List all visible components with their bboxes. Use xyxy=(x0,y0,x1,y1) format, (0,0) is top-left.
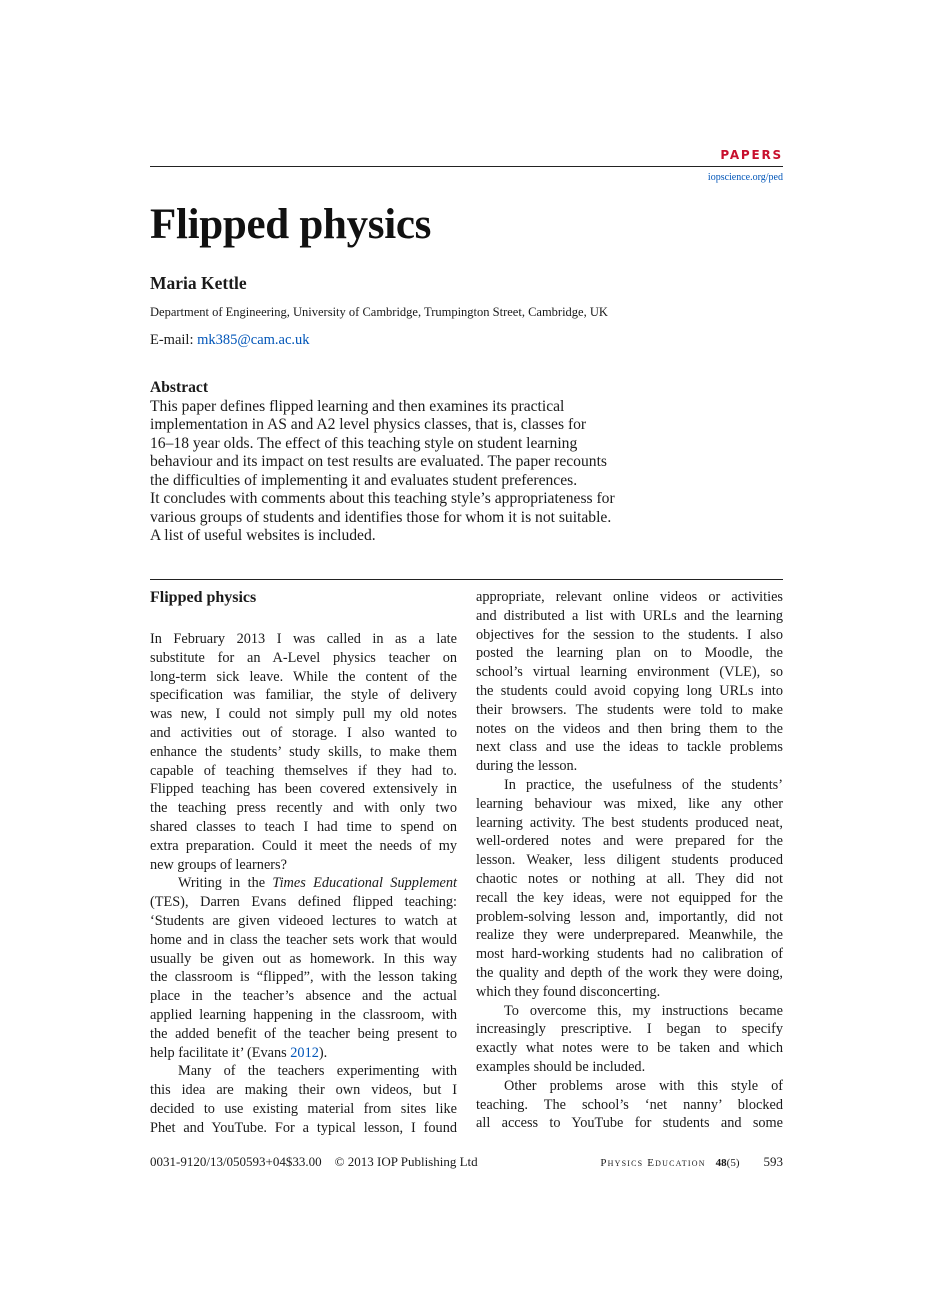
body-line: enhance the students’ study skills, to make them xyxy=(150,743,457,760)
body-line: appropriate, relevant online videos or activities xyxy=(476,589,783,605)
body-line: the added benefit of the teacher being present to xyxy=(150,1025,457,1042)
body-line: realize they were underprepared. Meanwhile, the xyxy=(476,927,783,944)
body-line: lesson. Weaker, less diligent students produced xyxy=(476,852,783,869)
header-rule xyxy=(150,166,783,167)
body-line: and distributed a list with URLs and the learning xyxy=(476,607,783,624)
body-line: and activities out of storage. I also wanted to xyxy=(150,724,457,741)
journal-name: Physics Education xyxy=(600,1157,706,1169)
body-line: ‘Students are given videoed lectures to watch at xyxy=(150,912,457,929)
abstract-line: It concludes with comments about this teaching style’s appropriateness for xyxy=(150,490,615,507)
body-line: Phet and YouTube. For a typical lesson, I found xyxy=(150,1119,457,1136)
body-line: applied learning happening in the classroom, with xyxy=(150,1006,457,1023)
body-line: usually be given out as homework. In this way xyxy=(150,950,457,967)
abstract-heading: Abstract xyxy=(150,379,209,396)
abstract-line: 16–18 year olds. The effect of this teaching style on student learning xyxy=(150,434,578,452)
body-line: problem-solving lesson and, importantly, did not xyxy=(476,908,783,925)
body-line: exactly what notes were to be taken and which xyxy=(476,1040,783,1057)
journal-issue: (5) xyxy=(726,1157,740,1169)
abstract-line: A list of useful websites is included. xyxy=(150,527,376,544)
abstract xyxy=(150,379,670,546)
body-line: Many of the teachers experimenting with xyxy=(178,1063,457,1080)
article-code: 0031-9120/13/050593+04$33.00 xyxy=(150,1154,322,1169)
body-line: the students could avoid copying long URLs into xyxy=(476,682,783,699)
body-line: was new, I could not simply pull my old notes xyxy=(150,706,457,723)
email-link[interactable]: mk385@cam.ac.uk xyxy=(197,332,310,348)
body-line: well-ordered notes and were prepared for the xyxy=(476,833,783,850)
body-text: Writing in the xyxy=(178,875,273,892)
author-affiliation: Department of Engineering, University of Cambridge, Trumpington Street, Cambridge, UK xyxy=(150,305,608,319)
body-line: objectives for the session to the students. I also xyxy=(476,626,783,643)
abstract-line: implementation in AS and A2 level physics classes, that is, classes for xyxy=(150,416,587,433)
section-label: PAPERS xyxy=(720,148,783,162)
body-line: extra preparation. Could it meet the needs of my xyxy=(150,837,457,854)
email-line xyxy=(150,332,310,349)
body-line: most hard-working students had no calibration of xyxy=(476,946,783,963)
article-title: Flipped physics xyxy=(150,201,432,248)
body-line: shared classes to teach I had time to spend on xyxy=(150,818,457,835)
footer-code xyxy=(150,1154,478,1170)
body-line: Other problems arose with this style of xyxy=(504,1077,783,1094)
body-line: chaotic notes or nothing at all. They did not xyxy=(476,870,783,887)
body-column-left xyxy=(150,588,457,1138)
body-line: their browsers. The students were told to make xyxy=(476,701,783,718)
body-line: recall the key ideas, were not equipped for the xyxy=(476,889,783,906)
abstract-line: the difficulties of implementing it and evaluates student preferences. xyxy=(150,471,578,489)
journal-url-link[interactable]: iopscience.org/ped xyxy=(707,172,783,183)
body-line: examples should be included. xyxy=(476,1058,646,1075)
abstract-line: This paper defines flipped learning and then examines its practical xyxy=(150,397,565,415)
body-line: all access to YouTube for students and some xyxy=(476,1115,783,1132)
body-line: capable of teaching themselves if they had to. xyxy=(150,762,457,779)
abstract-line: various groups of students and identifies those for whom it is not suitable. xyxy=(150,508,612,526)
body-line: teaching. The school’s ‘net nanny’ blocked xyxy=(476,1096,783,1113)
body-line: learning behaviour was mixed, like any other xyxy=(476,795,783,812)
footer-journal-info xyxy=(520,1154,783,1170)
body-line: notes on the videos and then bring them to the xyxy=(476,720,783,737)
body-line: To overcome this, my instructions became xyxy=(504,1002,783,1019)
body-line: specification was familiar, the style of delivery xyxy=(150,687,457,704)
body-line xyxy=(150,1044,457,1063)
section-rule xyxy=(150,579,783,580)
body-line: posted the learning plan on to Moodle, the xyxy=(476,645,783,662)
email-label: E-mail: xyxy=(150,332,198,348)
copyright-notice: © 2013 IOP Publishing Ltd xyxy=(334,1154,478,1169)
publication-title: Times Educational Supplement xyxy=(272,875,457,892)
body-line: Flipped teaching has been covered extensively in xyxy=(150,781,457,798)
body-column-right xyxy=(476,588,783,1133)
body-line: home and in class the teacher sets work that would xyxy=(150,931,457,948)
body-line: In February 2013 I was called in as a late xyxy=(150,631,457,647)
body-line: this idea are making their own videos, but I xyxy=(150,1082,457,1099)
page-number: 593 xyxy=(763,1154,783,1169)
journal-volume: 48 xyxy=(715,1157,727,1169)
body-line: substitute for an A-Level physics teacher on xyxy=(150,649,457,666)
body-line: during the lesson. xyxy=(476,758,578,775)
body-line: school’s virtual learning environment (VLE), so xyxy=(476,664,783,681)
body-line xyxy=(150,874,457,893)
body-text: help facilitate it’ (Evans xyxy=(150,1044,291,1061)
body-line: decided to use existing material from sites like xyxy=(150,1100,457,1117)
body-line: next class and use the ideas to tackle problems xyxy=(476,739,783,756)
body-text: ). xyxy=(318,1044,328,1061)
body-line: learning activity. The best students produced neat, xyxy=(476,814,783,831)
body-line: place in the teacher’s absence and the actual xyxy=(150,988,457,1005)
section-heading: Flipped physics xyxy=(150,589,257,606)
body-line: the teaching press recently and with only two xyxy=(150,800,457,817)
body-line: long-term sick leave. While the content of the xyxy=(150,668,457,685)
abstract-line: behaviour and its impact on test results are evaluated. The paper recounts xyxy=(150,453,607,470)
body-line: which they found disconcerting. xyxy=(476,983,661,1000)
body-line: (TES), Darren Evans defined flipped teaching: xyxy=(150,894,457,911)
citation-link[interactable]: 2012 xyxy=(290,1044,319,1061)
body-line: the quality and depth of the work they were doing, xyxy=(476,964,783,981)
author-name: Maria Kettle xyxy=(150,273,247,293)
body-line: increasingly prescriptive. I began to specify xyxy=(476,1021,783,1038)
body-line: new groups of learners? xyxy=(150,856,287,873)
body-line: the classroom is “flipped”, with the lesson taking xyxy=(150,969,457,986)
body-line: In practice, the usefulness of the students’ xyxy=(504,776,783,793)
